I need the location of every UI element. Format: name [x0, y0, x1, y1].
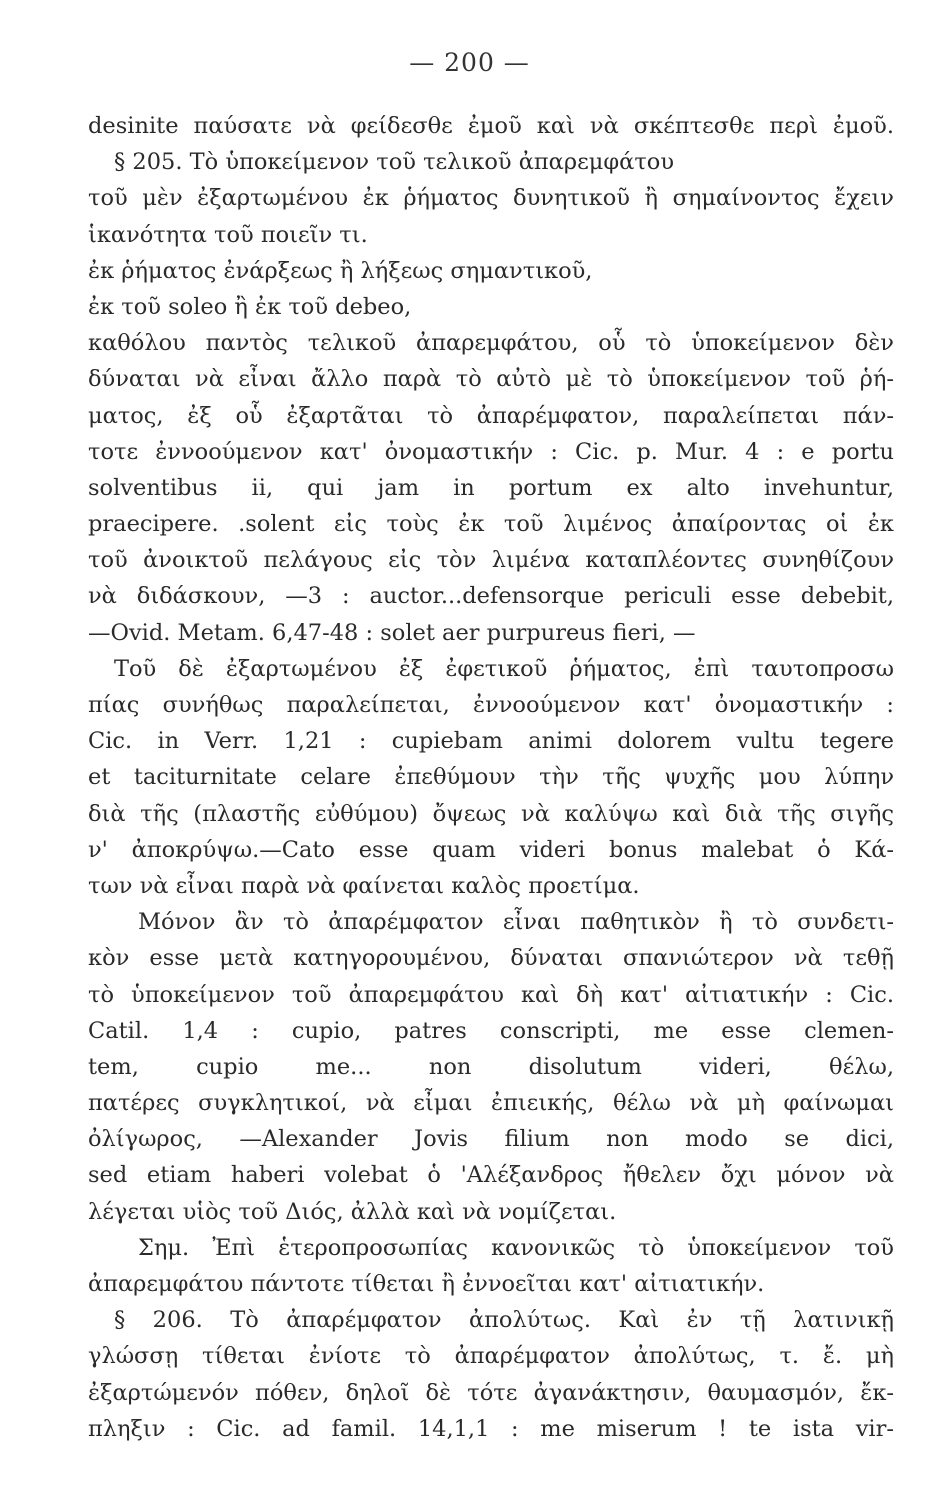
text-line: desinite παύσατε νὰ φείδεσθε ἐμοῦ καὶ νὰ σκέπτεσθε περὶ ἐμοῦ.: [88, 113, 894, 139]
text-line: Μόνον ἂν τὸ ἀπαρέμφατον εἶναι παθητικὸν ἢ τὸ συνδετι-: [138, 909, 894, 936]
text-line: γλώσσῃ τίθεται ἐνίοτε τὸ ἀπαρέμφατον ἀπολύτως, τ. ἔ. μὴ: [88, 1343, 894, 1370]
text-line: ἀπαρεμφάτου πάντοτε τίθεται ἢ ἐννοεῖται κατ' αἰτιατικήν.: [88, 1271, 765, 1297]
text-line: νὰ διδάσκουν, —3 : auctor...defensorque periculi esse debebit,: [88, 583, 894, 610]
text-line: λέγεται υἱὸς τοῦ Διός, ἀλλὰ καὶ νὰ νομίζεται.: [88, 1198, 617, 1225]
text-line: Τοῦ δὲ ἐξαρτωμένου ἐξ ἐφετικοῦ ῥήματος, ἐπὶ ταυτοπροσω: [114, 655, 894, 682]
text-line: —Ovid. Metam. 6,47-48 : solet aer purpureus fieri, —: [88, 619, 696, 646]
text-line: praecipere. .solent εἰς τοὺς ἐκ τοῦ λιμένος ἀπαίροντας οἱ ἐκ: [88, 511, 894, 538]
text-line: τοῦ μὲν ἐξαρτωμένου ἐκ ῥήματος δυνητικοῦ ἢ σημαίνοντος ἔχειν: [88, 185, 894, 212]
text-line: ἐκ ῥήματος ἐνάρξεως ἢ λήξεως σημαντικοῦ,: [88, 257, 593, 284]
text-line: δύναται νὰ εἶναι ἄλλο παρὰ τὸ αὐτὸ μὲ τὸ ὑποκείμενον τοῦ ῥή-: [88, 366, 894, 393]
text-line: sed etiam haberi volebat ὁ 'Αλέξανδρος ἤθελεν ὄχι μόνον νὰ: [88, 1162, 894, 1189]
text-line: Catil. 1,4 : cupio, patres conscripti, me esse clemen-: [88, 1017, 894, 1044]
body-text: [88, 108, 894, 1447]
text-line: πατέρες συγκλητικοί, νὰ εἶμαι ἐπιεικής, θέλω νὰ μὴ φαίνωμαι: [88, 1090, 894, 1117]
text-line: ματος, ἐξ οὗ ἐξαρτᾶται τὸ ἀπαρέμφατον, παραλείπεται πάν-: [88, 402, 894, 429]
text-line: τοῦ ἀνοικτοῦ πελάγους εἰς τὸν λιμένα καταπλέοντες συνηθίζουν: [88, 547, 894, 574]
text-line: ἐκ τοῦ soleo ἢ ἐκ τοῦ debeo,: [88, 293, 412, 320]
text-line: solventibus ii, qui jam in portum ex alto invehuntur,: [88, 474, 894, 501]
text-line: κὸν esse μετὰ κατηγορουμένου, δύναται σπανιώτερον νὰ τεθῇ: [88, 945, 894, 972]
text-line: πληξιν : Cic. ad famil. 14,1,1 : me miserum ! te ista vir-: [88, 1415, 894, 1442]
text-line: § 206. Τὸ ἀπαρέμφατον ἀπολύτως. Καὶ ἐν τῇ λατινικῇ: [114, 1307, 894, 1334]
text-line: τὸ ὑποκείμενον τοῦ ἀπαρεμφάτου καὶ δὴ κατ' αἰτιατικήν : Cic.: [88, 981, 894, 1008]
text-line: καθόλου παντὸς τελικοῦ ἀπαρεμφάτου, οὗ τὸ ὑποκείμενον δὲν: [88, 330, 894, 357]
text-line: ἐξαρτώμενόν πόθεν, δηλοῖ δὲ τότε ἀγανάκτησιν, θαυμασμόν, ἔκ-: [88, 1379, 894, 1406]
text-line: ἱκανότητα τοῦ ποιεῖν τι.: [88, 221, 368, 248]
text-line: ὀλίγωρος, —Alexander Jovis filium non modo se dici,: [88, 1126, 894, 1153]
text-line: § 205. Τὸ ὑποκείμενον τοῦ τελικοῦ ἀπαρεμφάτου: [114, 149, 674, 176]
text-line: διὰ τῆς (πλαστῆς εὐθύμου) ὄψεως νὰ καλύψω καὶ διὰ τῆς σιγῆς: [88, 800, 894, 827]
text-line: των νὰ εἶναι παρὰ νὰ φαίνεται καλὸς προετίμα.: [88, 872, 640, 899]
page-number: — 200 —: [409, 48, 530, 77]
text-line: ν' ἀποκρύψω.—Cato esse quam videri bonus malebat ὁ Κά-: [88, 836, 894, 863]
text-line: πίας συνήθως παραλείπεται, ἐννοούμενον κατ' ὀνομαστικήν :: [88, 692, 894, 718]
text-line: Cic. in Verr. 1,21 : cupiebam animi dolorem vultu tegere: [88, 728, 894, 755]
text-line: Σημ. Ἐπὶ ἑτεροπροσωπίας κανονικῶς τὸ ὑποκείμενον τοῦ: [138, 1234, 894, 1261]
text-line: tem, cupio me... non disolutum videri, θέλω,: [88, 1053, 894, 1080]
text-line: et taciturnitate celare ἐπεθύμουν τὴν τῆς ψυχῆς μου λύπην: [88, 764, 894, 791]
text-line: τοτε ἐννοούμενον κατ' ὀνομαστικήν : Cic. p. Mur. 4 : e portu: [88, 438, 894, 465]
